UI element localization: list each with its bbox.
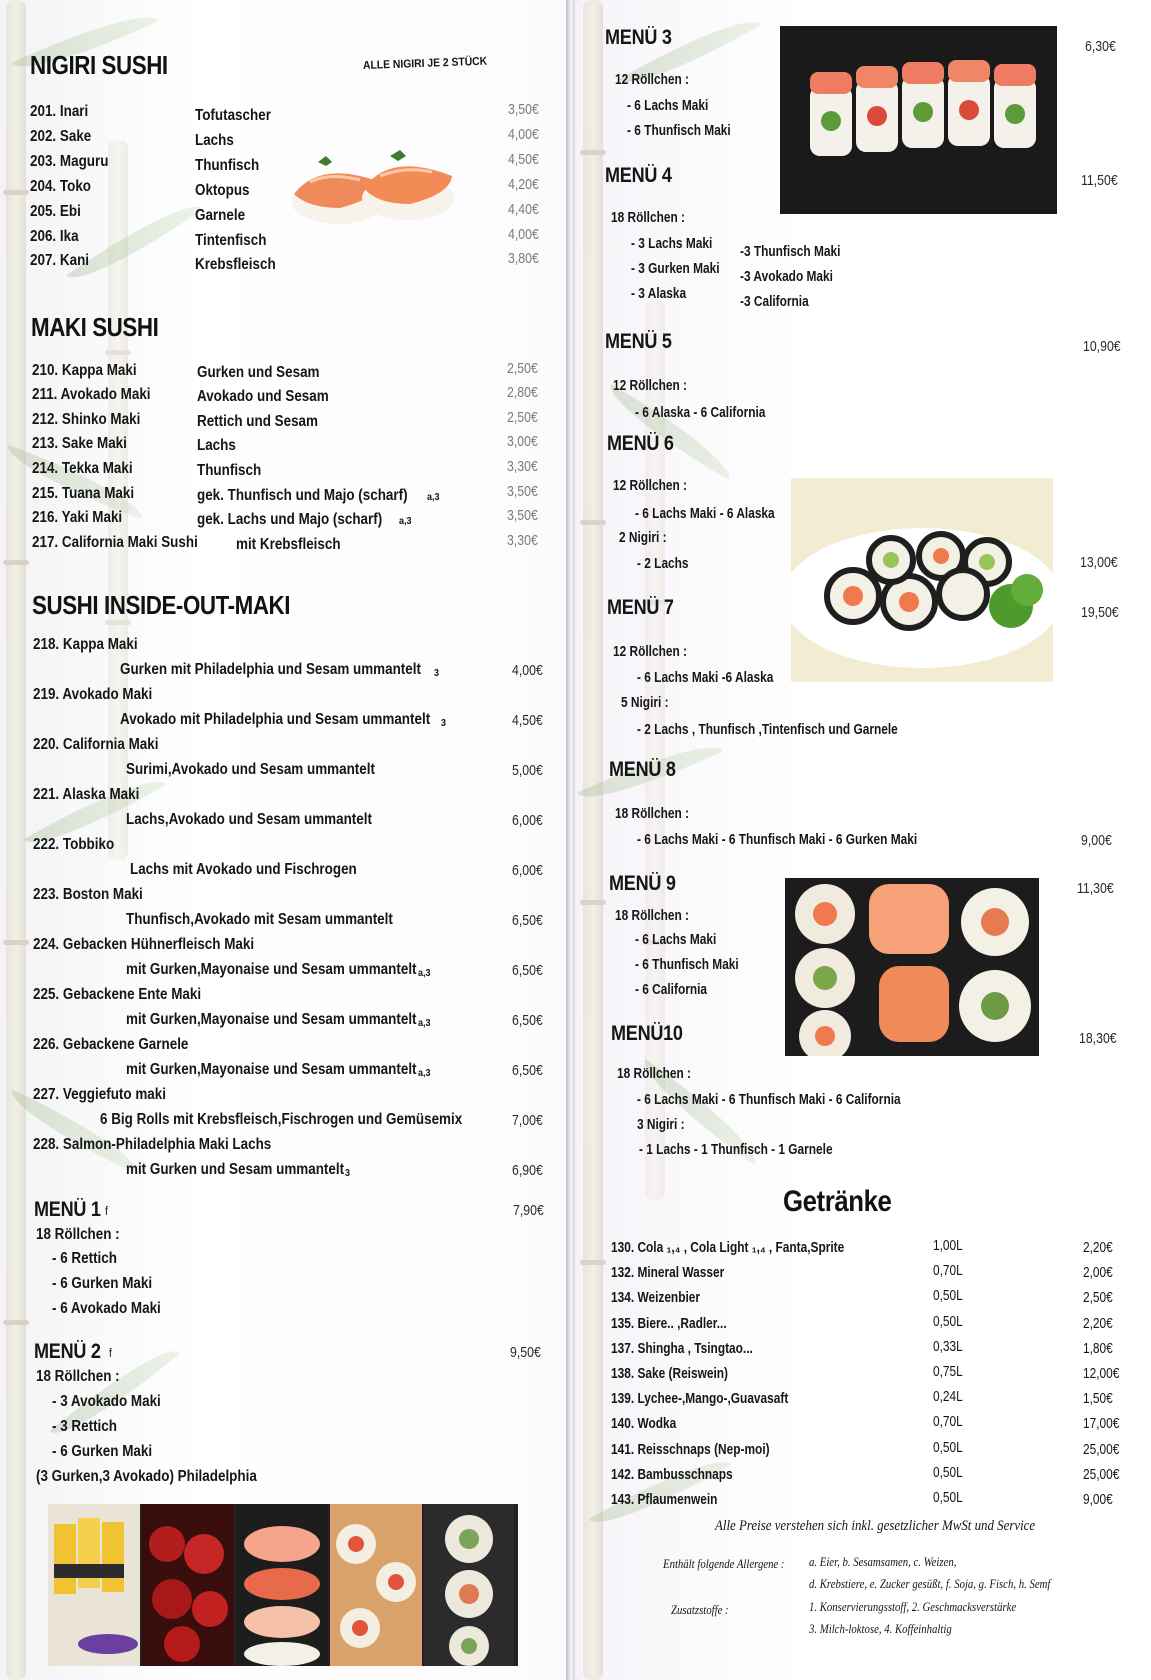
sushi-photo — [236, 1504, 328, 1666]
insideout-item-price: 6,00€ — [512, 812, 543, 829]
menu10-price: 18,30€ — [1079, 1030, 1117, 1047]
maki-item-name: 212. Shinko Maki — [32, 411, 141, 428]
nigiri-item-price: 3,80€ — [508, 250, 539, 267]
menu9-count: 18 Röllchen : — [615, 908, 690, 924]
menu3-line: - 6 Lachs Maki — [627, 98, 709, 114]
nigiri-item-desc: Lachs — [195, 132, 234, 149]
maki-item-price: 3,30€ — [507, 532, 538, 549]
drink-item-size: 0,70L — [933, 1414, 963, 1430]
drink-item-size: 0,70L — [933, 1263, 963, 1279]
menu3-price: 6,30€ — [1085, 38, 1116, 55]
vat-note: Alle Preise verstehen sich inkl. gesetzlicher MwSt und Service — [715, 1518, 1036, 1534]
menu1-line: - 6 Avokado Maki — [52, 1300, 161, 1317]
nigiri-item-price: 4,40€ — [508, 201, 539, 218]
menu9-title: MENÜ 9 — [609, 872, 676, 895]
drink-item-name: 130. Cola ₁,₄ , Cola Light ₁,₄ , Fanta,Sprite — [611, 1240, 845, 1256]
menu9-price: 11,30€ — [1077, 880, 1114, 897]
menu2-extra: (3 Gurken,3 Avokado) Philadelphia — [36, 1468, 257, 1485]
nigiri-note: ALLE NIGIRI JE 2 STÜCK — [362, 55, 488, 72]
insideout-item-price: 6,50€ — [512, 912, 543, 929]
insideout-item-desc: Gurken mit Philadelphia und Sesam ummantelt — [120, 661, 421, 678]
drink-item-name: 142. Bambusschnaps — [611, 1467, 733, 1483]
menu5-price: 10,90€ — [1083, 338, 1121, 355]
insideout-item-desc: 6 Big Rolls mit Krebsfleisch,Fischrogen und Gemüsemix — [100, 1111, 463, 1128]
sushi-photo — [424, 1504, 514, 1666]
insideout-item-desc: mit Gurken,Mayonaise und Sesam ummantelt — [126, 1061, 417, 1078]
insideout-item-name: 220. California Maki — [33, 736, 159, 753]
maki-item-name: 214. Tekka Maki — [32, 460, 133, 477]
menu10-nigiri: 3 Nigiri : — [637, 1117, 685, 1133]
menu6-count: 12 Röllchen : — [613, 478, 688, 494]
menu8-title: MENÜ 8 — [609, 758, 676, 781]
menu7-nigiri: 5 Nigiri : — [621, 695, 669, 711]
menu10-nigiri-line: - 1 Lachs - 1 Thunfisch - 1 Garnele — [639, 1142, 833, 1158]
insideout-item-price: 6,50€ — [512, 1062, 543, 1079]
drink-item-price: 2,20€ — [1083, 1240, 1113, 1256]
insideout-item-desc: Lachs mit Avokado und Fischrogen — [130, 861, 357, 878]
nigiri-title: NIGIRI SUSHI — [30, 50, 168, 80]
allergen-code: 3 — [345, 1168, 351, 1179]
drink-item-size: 1,00L — [933, 1238, 963, 1254]
allergen-code: a,3 — [427, 492, 440, 503]
insideout-item-price: 4,50€ — [512, 712, 543, 729]
insideout-item-desc: mit Gurken,Mayonaise und Sesam ummantelt — [126, 961, 417, 978]
menu7-nigiri-line: - 2 Lachs , Thunfisch ,Tintenfisch und Garnele — [637, 722, 898, 738]
allergen-code: a,3 — [398, 516, 412, 527]
menu5-title: MENÜ 5 — [605, 330, 672, 353]
allergen-code: a,3 — [418, 1068, 431, 1079]
drink-item-name: 143. Pflaumenwein — [611, 1492, 718, 1508]
nigiri-item-desc: Garnele — [195, 207, 246, 224]
menu10-title: MENÜ10 — [611, 1022, 683, 1045]
drink-item-price: 1,50€ — [1083, 1391, 1113, 1407]
menu7-title: MENÜ 7 — [607, 596, 674, 619]
insideout-item-desc: Surimi,Avokado und Sesam ummantelt — [126, 761, 375, 778]
allergen-label: Enthält folgende Allergene : — [663, 1557, 785, 1571]
nigiri-item-name: 205. Ebi — [30, 203, 81, 220]
insideout-item-price: 6,00€ — [512, 862, 543, 879]
insideout-item-name: 226. Gebackene Garnele — [33, 1036, 189, 1053]
maki-item-price: 2,80€ — [507, 384, 538, 401]
menu4-line: -3 California — [740, 294, 809, 310]
nigiri-item-desc: Oktopus — [195, 182, 250, 199]
drink-item-size: 0,75L — [933, 1364, 963, 1380]
menu-page-left — [0, 0, 568, 1680]
nigiri-item-desc: Thunfisch — [195, 157, 260, 174]
menu8-price: 9,00€ — [1081, 832, 1112, 849]
insideout-item-name: 225. Gebackene Ente Maki — [33, 986, 202, 1003]
drink-item-price: 17,00€ — [1083, 1416, 1120, 1432]
nigiri-item-name: 204. Toko — [30, 178, 92, 195]
menu1-line: - 6 Rettich — [52, 1250, 117, 1267]
nigiri-item-name: 206. Ika — [30, 228, 79, 245]
insideout-item-name: 219. Avokado Maki — [33, 686, 153, 703]
maki-item-desc: Gurken und Sesam — [197, 364, 320, 381]
insideout-item-desc: Avokado mit Philadelphia und Sesam ummantelt — [120, 711, 431, 728]
menu9-line: - 6 Thunfisch Maki — [635, 957, 739, 973]
maki-item-desc: gek. Lachs und Majo (scharf) — [197, 511, 383, 528]
drink-item-price: 25,00€ — [1083, 1467, 1120, 1483]
insideout-item-desc: Thunfisch,Avokado mit Sesam ummantelt — [126, 911, 393, 928]
insideout-item-price: 4,00€ — [512, 662, 543, 679]
menu6-line: - 6 Lachs Maki - 6 Alaska — [635, 506, 775, 522]
maki-item-price: 3,50€ — [507, 507, 538, 524]
menu6-photo — [791, 478, 1053, 682]
nigiri-item-price: 4,50€ — [508, 151, 539, 168]
drink-item-size: 0,24L — [933, 1389, 963, 1405]
insideout-item-name: 218. Kappa Maki — [33, 636, 138, 653]
menu7-line: - 6 Lachs Maki -6 Alaska — [637, 670, 774, 686]
allergen-line: d. Krebstiere, e. Zucker gesüßt, f. Soja, g. Fisch, h. Semf — [809, 1577, 1051, 1591]
menu1-count: 18 Röllchen : — [36, 1226, 120, 1243]
menu1-line: - 6 Gurken Maki — [52, 1275, 153, 1292]
menu4-line: - 3 Alaska — [631, 286, 687, 302]
drink-item-name: 138. Sake (Reiswein) — [611, 1366, 728, 1382]
allergen-line: a. Eier, b. Sesamsamen, c. Weizen, — [809, 1555, 957, 1569]
allergen-code: a,3 — [418, 968, 431, 979]
menu7-price: 19,50€ — [1081, 604, 1119, 621]
drink-item-name: 140. Wodka — [611, 1416, 677, 1432]
menu6-nigiri: 2 Nigiri : — [619, 530, 667, 546]
insideout-title: SUSHI INSIDE-OUT-MAKI — [32, 590, 291, 620]
drink-item-size: 0,50L — [933, 1314, 963, 1330]
nigiri-item-price: 4,00€ — [508, 226, 539, 243]
insideout-item-name: 222. Tobbiko — [33, 836, 115, 853]
drink-item-size: 0,50L — [933, 1440, 963, 1456]
maki-item-name: 211. Avokado Maki — [32, 386, 151, 403]
insideout-item-price: 5,00€ — [512, 762, 543, 779]
drink-item-name: 141. Reisschnaps (Nep-moi) — [611, 1442, 770, 1458]
menu4-line: - 3 Lachs Maki — [631, 236, 713, 252]
additive-line: 1. Konservierungsstoff, 2. Geschmacksverstärke — [809, 1600, 1017, 1614]
maki-item-price: 3,50€ — [507, 483, 538, 500]
menu1-title: MENÜ 1 — [34, 1198, 101, 1221]
menu6-price: 13,00€ — [1080, 554, 1118, 571]
allergen-code: 3 — [441, 718, 447, 729]
nigiri-item-price: 3,50€ — [508, 101, 539, 118]
drink-item-price: 2,50€ — [1083, 1290, 1113, 1306]
menu4-price: 11,50€ — [1081, 172, 1118, 189]
menu6-nigiri-line: - 2 Lachs — [637, 556, 689, 572]
menu5-count: 12 Röllchen : — [613, 378, 688, 394]
drink-item-size: 0,50L — [933, 1465, 963, 1481]
menu2-line: - 3 Rettich — [52, 1418, 117, 1435]
insideout-item-name: 227. Veggiefuto maki — [33, 1086, 166, 1103]
nigiri-item-desc: Tofutascher — [195, 107, 271, 124]
menu1-allergen-mark: f — [105, 1206, 108, 1218]
menu2-line: - 3 Avokado Maki — [52, 1393, 161, 1410]
menu4-count: 18 Röllchen : — [611, 210, 686, 226]
menu2-price: 9,50€ — [510, 1344, 541, 1361]
menu9-photo — [785, 878, 1039, 1056]
insideout-item-desc: mit Gurken und Sesam ummantelt — [126, 1161, 345, 1178]
maki-item-name: 216. Yaki Maki — [32, 509, 123, 526]
menu3-title: MENÜ 3 — [605, 26, 672, 49]
maki-item-price: 3,00€ — [507, 433, 538, 450]
sushi-photo — [48, 1504, 140, 1666]
nigiri-item-desc: Tintenfisch — [195, 232, 267, 249]
allergen-code: a,3 — [418, 1018, 431, 1029]
nigiri-item-desc: Krebsfleisch — [195, 256, 276, 273]
allergen-code: 3 — [433, 668, 439, 679]
maki-item-name: 210. Kappa Maki — [32, 362, 137, 379]
insideout-item-name: 228. Salmon-Philadelphia Maki Lachs — [33, 1136, 272, 1153]
maki-item-desc: Lachs — [197, 437, 236, 454]
menu3-photo — [780, 26, 1057, 214]
drink-item-name: 135. Biere.. ,Radler... — [611, 1316, 727, 1332]
insideout-item-price: 7,00€ — [512, 1112, 543, 1129]
menu2-allergen-mark: f — [109, 1348, 112, 1360]
insideout-item-desc: mit Gurken,Mayonaise und Sesam ummantelt — [126, 1011, 417, 1028]
menu8-count: 18 Röllchen : — [615, 806, 690, 822]
menu4-line: -3 Avokado Maki — [740, 269, 833, 285]
insideout-item-price: 6,90€ — [512, 1162, 543, 1179]
maki-item-price: 2,50€ — [507, 360, 538, 377]
nigiri-item-name: 201. Inari — [30, 103, 89, 120]
menu4-title: MENÜ 4 — [605, 164, 672, 187]
maki-item-desc: Thunfisch — [197, 462, 262, 479]
maki-item-price: 3,30€ — [507, 458, 538, 475]
maki-item-name: 217. California Maki Sushi — [32, 534, 198, 551]
drink-item-price: 1,80€ — [1083, 1341, 1113, 1357]
drink-item-name: 132. Mineral Wasser — [611, 1265, 725, 1281]
menu7-count: 12 Röllchen : — [613, 644, 688, 660]
menu-page-right — [575, 0, 1151, 1680]
menu2-line: - 6 Gurken Maki — [52, 1443, 153, 1460]
drink-item-price: 25,00€ — [1083, 1442, 1120, 1458]
maki-item-name: 215. Tuana Maki — [32, 485, 135, 502]
drink-item-price: 9,00€ — [1083, 1492, 1113, 1508]
maki-item-desc: Rettich und Sesam — [197, 413, 318, 430]
menu2-count: 18 Röllchen : — [36, 1368, 120, 1385]
drink-item-size: 0,33L — [933, 1339, 963, 1355]
menu4-line: -3 Thunfisch Maki — [740, 244, 841, 260]
menu3-count: 12 Röllchen : — [615, 72, 690, 88]
menu5-line: - 6 Alaska - 6 California — [635, 405, 766, 421]
insideout-item-price: 6,50€ — [512, 962, 543, 979]
menu2-title: MENÜ 2 — [34, 1340, 101, 1363]
bamboo-stalk — [583, 0, 603, 1680]
insideout-item-price: 6,50€ — [512, 1012, 543, 1029]
drink-item-name: 139. Lychee-,Mango-,Guavasaft — [611, 1391, 789, 1407]
insideout-item-name: 221. Alaska Maki — [33, 786, 140, 803]
nigiri-item-name: 202. Sake — [30, 128, 92, 145]
maki-item-price: 2,50€ — [507, 409, 538, 426]
nigiri-item-name: 207. Kani — [30, 252, 90, 269]
nigiri-item-price: 4,20€ — [508, 176, 539, 193]
insideout-item-desc: Lachs,Avokado und Sesam ummantelt — [126, 811, 372, 828]
drink-item-price: 12,00€ — [1083, 1366, 1120, 1382]
menu10-count: 18 Röllchen : — [617, 1066, 692, 1082]
maki-item-desc: gek. Thunfisch und Majo (scharf) — [197, 487, 408, 504]
menu8-line: - 6 Lachs Maki - 6 Thunfisch Maki - 6 Gurken Maki — [637, 832, 918, 848]
sushi-photo — [142, 1504, 234, 1666]
nigiri-item-price: 4,00€ — [508, 126, 539, 143]
drink-item-size: 0,50L — [933, 1490, 963, 1506]
menu4-line: - 3 Gurken Maki — [631, 261, 720, 277]
nigiri-item-name: 203. Maguru — [30, 153, 109, 170]
menu10-line: - 6 Lachs Maki - 6 Thunfisch Maki - 6 California — [637, 1092, 901, 1108]
drink-item-name: 134. Weizenbier — [611, 1290, 700, 1306]
drink-item-name: 137. Shingha , Tsingtao... — [611, 1341, 753, 1357]
menu9-line: - 6 Lachs Maki — [635, 932, 717, 948]
menu3-line: - 6 Thunfisch Maki — [627, 123, 731, 139]
maki-item-desc: mit Krebsfleisch — [236, 536, 341, 553]
maki-item-desc: Avokado und Sesam — [197, 388, 329, 405]
menu6-title: MENÜ 6 — [607, 432, 674, 455]
sushi-photo-strip — [48, 1504, 518, 1666]
drink-item-price: 2,00€ — [1083, 1265, 1113, 1281]
menu9-line: - 6 California — [635, 982, 708, 998]
bamboo-stalk — [6, 0, 26, 1680]
menu1-price: 7,90€ — [513, 1202, 544, 1219]
nigiri-photo — [280, 142, 460, 232]
additive-label: Zusatzstoffe : — [671, 1603, 729, 1617]
drink-item-size: 0,50L — [933, 1288, 963, 1304]
insideout-item-name: 224. Gebacken Hühnerfleisch Maki — [33, 936, 255, 953]
insideout-item-name: 223. Boston Maki — [33, 886, 143, 903]
sushi-photo — [330, 1504, 422, 1666]
maki-title: MAKI SUSHI — [31, 312, 159, 342]
additive-line: 3. Milch-loktose, 4. Koffeinhaltig — [809, 1622, 952, 1636]
drink-item-price: 2,20€ — [1083, 1316, 1113, 1332]
maki-item-name: 213. Sake Maki — [32, 435, 127, 452]
drinks-title: Getränke — [783, 1185, 892, 1218]
